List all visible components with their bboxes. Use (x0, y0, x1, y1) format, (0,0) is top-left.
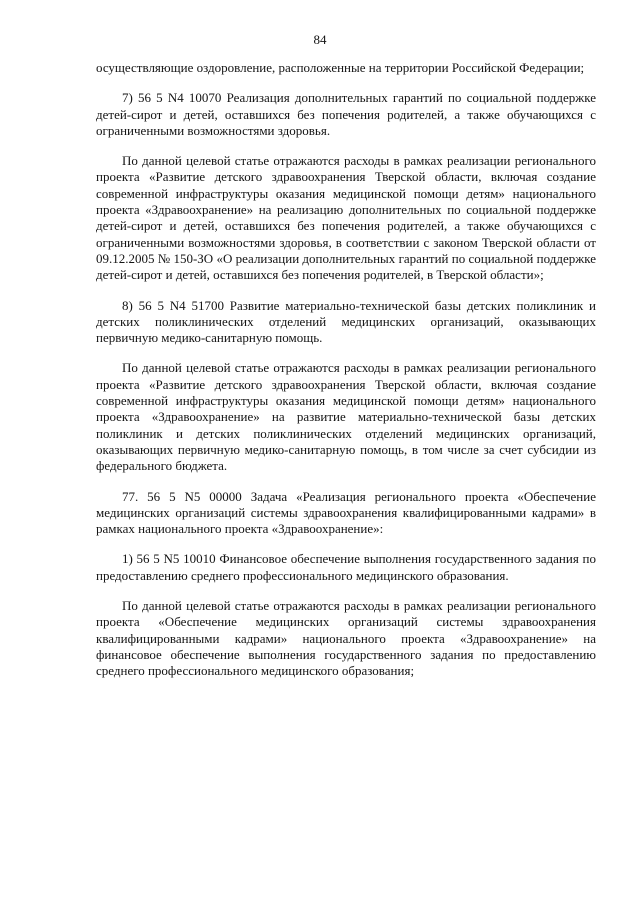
document-body (96, 60, 596, 680)
paragraph-item-1-description: По данной целевой статье отражаются расходы в рамках реализации регионального проекта «Обеспечение медицинских организаций системы здравоохранения квалифицированными кадрами» национального проекта «Здравоохранение» на финансовое обеспечение выполнения государственного задания по предоставлению среднего профессионального медицинского образования; (96, 598, 596, 679)
paragraph-item-8-description: По данной целевой статье отражаются расходы в рамках реализации регионального проекта «Развитие детского здравоохранения Тверской области, включая создание современной инфраструктуры оказания медицинской помощи детям» национального проекта «Здравоохранение» на развитие материально-технической базы детских поликлиник и детских поликлинических отделений медицинских организаций, оказывающих первичную медико-санитарную помощь, в том числе за счет субсидии из федерального бюджета. (96, 360, 596, 474)
paragraph-item-1: 1) 56 5 N5 10010 Финансовое обеспечение выполнения государственного задания по предоставлению среднего профессионального медицинского образования. (96, 551, 596, 583)
paragraph-item-7: 7) 56 5 N4 10070 Реализация дополнительных гарантий по социальной поддержке детей-сирот и детей, оставшихся без попечения родителей, а также обучающихся с ограниченными возможностями здоровья. (96, 90, 596, 138)
paragraph-item-7-description: По данной целевой статье отражаются расходы в рамках реализации регионального проекта «Развитие детского здравоохранения Тверской области, включая создание современной инфраструктуры оказания медицинской помощи детям» национального проекта «Здравоохранение» на реализацию дополнительных по социальной поддержке детей-сирот и детей, оставшихся без попечения родителей, а также обучающихся с ограниченными возможностями здоровья, в соответствии с законом Тверской области от 09.12.2005 № 150-ЗО «О реализации дополнительных гарантий по социальной поддержке детей-сирот и детей, оставшихся без попечения родителей, в Тверской области»; (96, 153, 596, 283)
paragraph-task-77: 77. 56 5 N5 00000 Задача «Реализация регионального проекта «Обеспечение медицинских организаций системы здравоохранения квалифицированными кадрами» в рамках национального проекта «Здравоохранение»: (96, 488, 596, 537)
page-number: 84 (313, 32, 327, 47)
paragraph-continuation: осуществляющие оздоровление, расположенные на территории Российской Федерации; (96, 60, 585, 75)
paragraph-item-8: 8) 56 5 N4 51700 Развитие материально-технической базы детских поликлиник и детских поликлинических отделений медицинских организаций, оказывающих первичную медико-санитарную помощь. (96, 297, 596, 346)
